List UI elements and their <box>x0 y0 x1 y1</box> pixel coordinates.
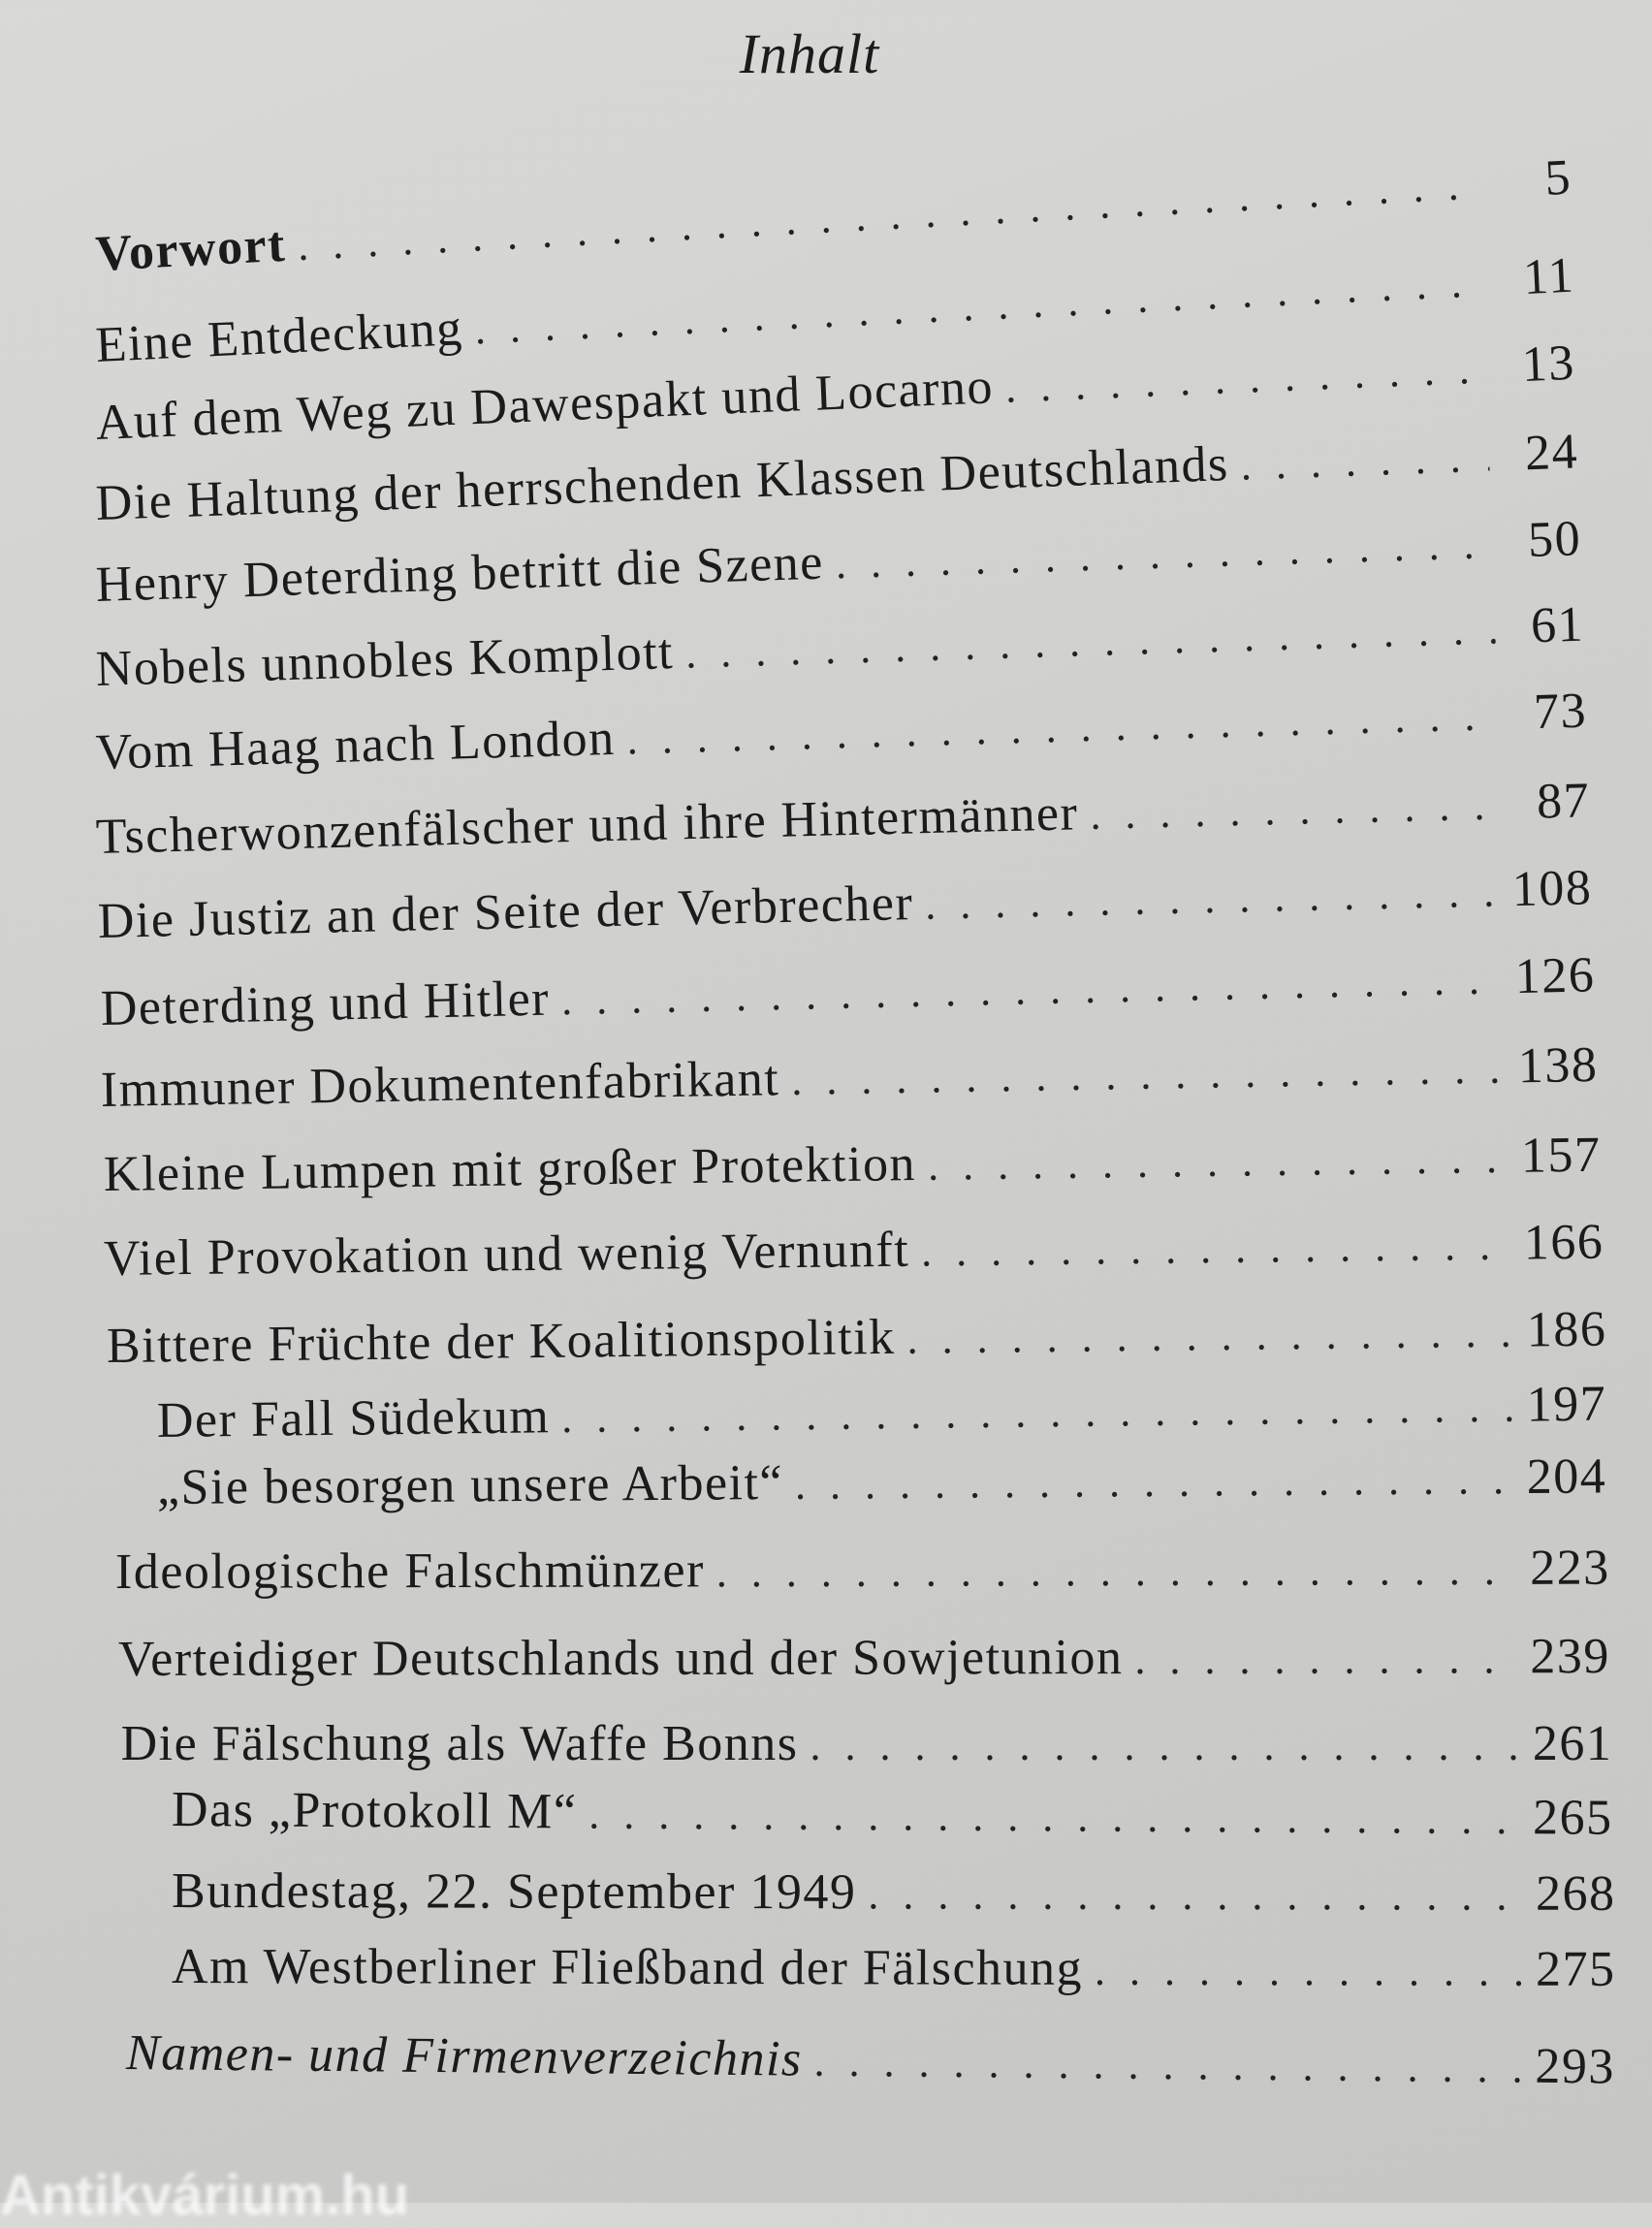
entry-title: Bittere Früchte der Koalitionspolitik <box>106 1309 897 1374</box>
toc-entry <box>95 773 1591 877</box>
entry-title: Vom Haag nach London <box>94 711 616 781</box>
entry-page-number: 126 <box>1514 947 1597 1005</box>
entry-page-number: 50 <box>1526 510 1582 568</box>
entry-title: Die Justiz an der Seite der Verbrecher <box>97 875 915 950</box>
dot-leader <box>921 1221 1512 1277</box>
entry-title: Kleine Lumpen mit großer Protektion <box>103 1136 917 1203</box>
entry-title: Am Westberliner Fließband der Fälschung <box>171 1939 1083 1997</box>
entry-page-number: 166 <box>1523 1214 1604 1271</box>
entry-title: Auf dem Weg zu Dawespakt und Locarno <box>94 359 995 451</box>
toc-entry <box>104 1127 1602 1214</box>
dot-leader <box>684 604 1496 678</box>
entry-page-number: 261 <box>1532 1715 1613 1771</box>
entry-page-number: 73 <box>1532 683 1588 741</box>
toc-entry <box>126 2024 1615 2106</box>
toc-entry <box>172 1781 1613 1858</box>
entry-page-number: 268 <box>1535 1865 1616 1923</box>
toc-entry <box>172 1862 1616 1933</box>
toc-entry <box>101 946 1597 1048</box>
dot-leader <box>473 257 1486 354</box>
dot-leader <box>868 1870 1524 1921</box>
toc-entry <box>101 1036 1600 1130</box>
entry-title: Namen- und Firmenverzeichnis <box>126 2024 804 2087</box>
entry-page-number: 61 <box>1529 596 1585 653</box>
watermark: Antikvárium.hu <box>0 2164 410 2227</box>
entry-page-number: 138 <box>1517 1037 1600 1095</box>
entry-page-number: 197 <box>1526 1376 1607 1433</box>
entry-title: Immuner Dokumentenfabrikant <box>100 1051 781 1119</box>
dot-leader <box>906 1308 1515 1364</box>
toc-entry <box>107 1301 1607 1385</box>
entry-title: Viel Provokation und wenig Vernunft <box>103 1222 910 1288</box>
entry-title: Deterding und Hitler <box>100 971 551 1037</box>
entry-title: Nobels unnobles Komplott <box>94 623 675 697</box>
entry-page-number: 265 <box>1532 1790 1613 1846</box>
entry-title: Vorwort <box>93 216 287 283</box>
entry-page-number: 5 <box>1542 149 1573 207</box>
dot-leader <box>810 1721 1520 1770</box>
dot-leader <box>561 955 1505 1026</box>
entry-title: Die Fälschung als Waffe Bonns <box>120 1715 799 1771</box>
entry-title: Henry Deterding betritt die Szene <box>94 534 825 613</box>
entry-page-number: 108 <box>1511 860 1594 918</box>
entry-title: Verteidiger Deutschlands und der Sowjetunion <box>117 1630 1124 1688</box>
dot-leader <box>834 519 1492 589</box>
entry-title: Ideologische Falschmünzer <box>114 1543 705 1601</box>
dot-leader <box>296 159 1483 271</box>
entry-title: Die Haltung der herrschenden Klassen Deutschlands <box>94 435 1230 531</box>
entry-page-number: 24 <box>1523 423 1579 481</box>
entry-page-number: 239 <box>1529 1629 1610 1685</box>
dot-leader <box>561 1382 1515 1442</box>
toc-entry <box>157 1448 1607 1528</box>
dot-leader <box>814 2036 1524 2092</box>
toc-entry <box>172 1938 1616 2009</box>
entry-page-number: 293 <box>1535 2038 1616 2095</box>
dot-leader <box>925 868 1502 930</box>
entry-page-number: 13 <box>1520 334 1576 393</box>
toc-entry <box>118 1628 1610 1699</box>
entry-title: „Sie besorgen unsere Arbeit“ <box>157 1455 784 1516</box>
dot-leader <box>1239 431 1489 490</box>
dot-leader <box>625 691 1498 765</box>
dot-leader <box>795 1454 1515 1510</box>
dot-leader <box>1134 1634 1518 1684</box>
entry-title: Das „Protokoll M“ <box>171 1782 578 1840</box>
entry-title: Bundestag, 22. September 1949 <box>171 1863 857 1921</box>
dot-leader <box>716 1545 1518 1597</box>
entry-page-number: 11 <box>1521 247 1576 306</box>
entry-title: Eine Entdeckung <box>93 301 464 374</box>
entry-page-number: 186 <box>1526 1301 1607 1358</box>
dot-leader <box>1089 780 1501 840</box>
dot-leader <box>791 1044 1507 1105</box>
entry-page-number: 157 <box>1520 1127 1602 1184</box>
toc-title: Inhalt <box>739 22 880 85</box>
toc-entry <box>157 1375 1607 1459</box>
toc-entry <box>115 1540 1610 1611</box>
entry-page-number: 275 <box>1535 1942 1616 1998</box>
entry-page-number: 87 <box>1535 773 1591 831</box>
entry-title: Tscherwonzenfälscher und ihre Hintermänner <box>94 785 1079 866</box>
entry-page-number: 223 <box>1529 1540 1610 1597</box>
entry-page-number: 204 <box>1526 1448 1607 1506</box>
dot-leader <box>1003 343 1486 412</box>
dot-leader <box>588 1790 1521 1845</box>
toc-entry <box>104 1214 1604 1298</box>
toc-entry <box>121 1715 1613 1783</box>
toc-entry <box>98 860 1594 962</box>
dot-leader <box>1095 1946 1524 1996</box>
dot-leader <box>928 1133 1510 1191</box>
entry-title: Der Fall Südekum <box>156 1387 551 1448</box>
